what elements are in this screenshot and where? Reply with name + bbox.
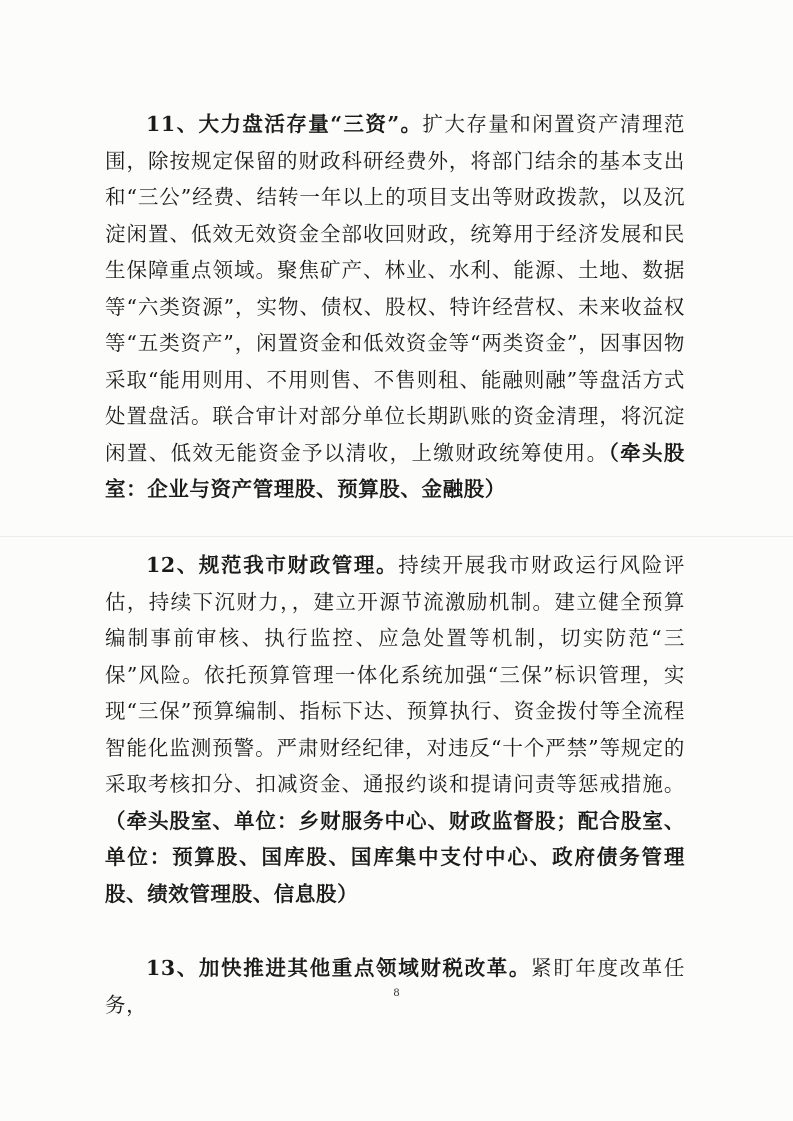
paragraph-13-body: 紧盯年度改革任务， [105,956,685,1017]
paragraph-11 [105,106,685,508]
scan-divider [0,536,793,537]
paragraph-13-heading: 13、加快推进其他重点领域财税改革。 [146,956,532,980]
page-number: 8 [393,985,400,999]
paragraph-11-body: 扩大存量和闲置资产清理范围，除按规定保留的财政科研经费外，将部门结余的基本支出和“三公”经费、结转一年以上的项目支出等财政拨款，以及沉淀闲置、低效无效资金全部收回财政，统筹用于经济发展和民生保障重点领域。聚焦矿产、林业、水利、能源、土地、数据等“六类资源”，实物、债权、股权、特许经营权、未来收益权等“五类资产”，闲置资金和低效资金等“两类资金”，因事因物采取“能用则用、不用则售、不售则租、能融则融”等盘活方式处置盘活。联合审计对部分单位长期趴账的资金清理，将沉淀闲置、低效无能资金予以清收，上缴财政统筹使用。 [105,112,685,465]
paragraph-12-lead: （牵头股室、单位：乡财服务中心、财政监督股；配合股室、单位：预算股、国库股、国库集中支付中心、政府债务管理股、绩效管理股、信息股） [105,808,685,906]
paragraph-12-body: 持续开展我市财政运行风险评估，持续下沉财力，，建立开源节流激励机制。建立健全预算编制事前审核、执行监控、应急处置等机制，切实防范“三保”风险。依托预算管理一体化系统加强“三保”标识管理，实现“三保”预算编制、指标下达、预算执行、资金拨付等全流程智能化监测预警。严肃财经纪律，对违反“十个严禁”等规定的采取考核扣分、扣减资金、通报约谈和提请问责等惩戒措施。 [105,553,685,796]
paragraph-11-heading: 11、大力盘活存量“三资”。 [146,112,423,136]
paragraph-12-heading: 12、规范我市财政管理。 [146,553,399,577]
paragraph-12 [105,547,685,912]
paragraph-11-lead: （牵头股室：企业与资产管理股、预算股、金融股） [105,440,685,501]
